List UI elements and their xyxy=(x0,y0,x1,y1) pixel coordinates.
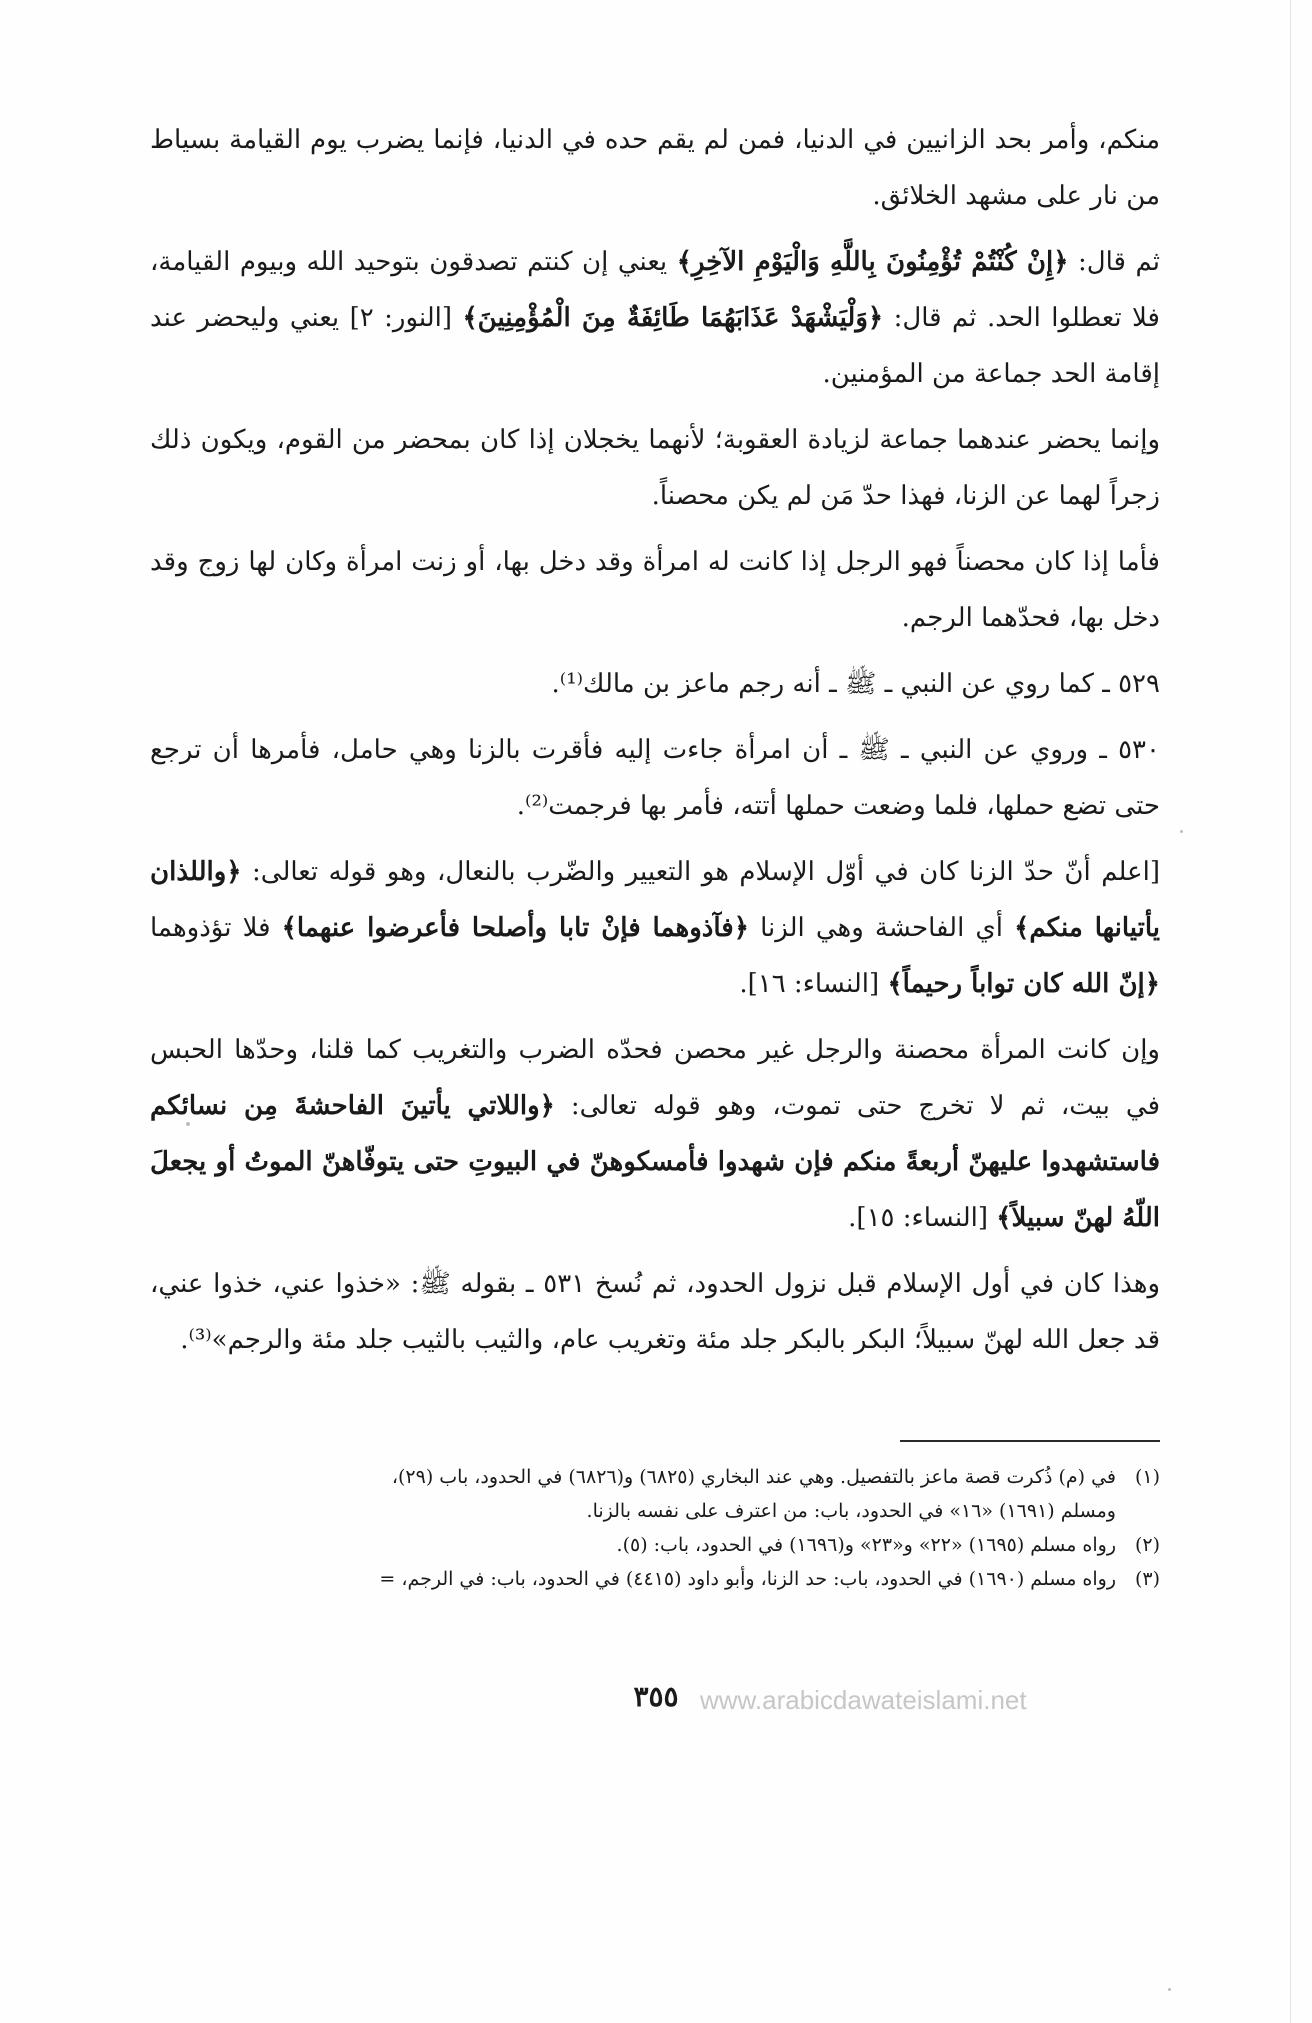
footnote-number: (٢) xyxy=(1134,1534,1160,1556)
paragraph xyxy=(150,722,1160,834)
page-number: ٣٥٥ xyxy=(633,1680,679,1713)
scan-speck xyxy=(1168,1988,1171,1991)
footnote-number: (٣) xyxy=(1134,1568,1160,1590)
scan-speck xyxy=(1180,830,1183,833)
footnote-number: (١) xyxy=(1134,1466,1160,1488)
paragraph xyxy=(150,234,1160,402)
footnote-text: رواه مسلم (١٦٩٥) «٢٢» و«٢٣» و(١٦٩٦) في الحدود، باب: (٥). xyxy=(616,1534,1116,1556)
watermark-url: www.arabicdawateislami.net xyxy=(700,1685,1027,1715)
text-segment: أي الفاحشة وهي الزنا xyxy=(748,913,1015,943)
text-segment: وإنما يحضر عندهما جماعة لزيادة العقوبة؛ لأنهما يخجلان إذا كان بمحضر من القوم، ويكون ذلك زجراً لهما عن الزنا، فهذا حدّ مَن لم يكن محصناً. xyxy=(150,425,1160,511)
footnote-continuation: ومسلم (١٦٩١) «١٦» في الحدود، باب: من اعترف على نفسه بالزنا. xyxy=(586,1500,1116,1522)
text-segment: وإن كانت المرأة محصنة والرجل غير محصن فحدّه الضرب والتغريب كما قلنا، وحدّها الحبس في بيت، ثم لا تخرج حتى تموت، وهو قوله تعالى: xyxy=(150,1035,1160,1121)
quran-verse: ﴿واللذان يأتيانها منكم﴾ xyxy=(150,857,1161,943)
text-segment: ثم قال: xyxy=(1068,247,1161,277)
footnote xyxy=(150,1460,1160,1494)
paragraph xyxy=(150,1256,1160,1368)
text-segment: منكم، وأمر بحد الزانيين في الدنيا، فمن لم يقم حده في الدنيا، فإنما يضرب يوم القيامة بسياط من نار على مشهد الخلائق. xyxy=(150,125,1160,211)
text-segment: [اعلم أنّ حدّ الزنا كان في أوّل الإسلام هو التعيير والضّرب بالنعال، وهو قوله تعالى: xyxy=(241,857,1160,887)
quran-verse: ﴿إنّ الله كان تواباً رحيماً﴾ xyxy=(887,969,1160,999)
quran-verse: ﴿فآذوهما فإنْ تابا وأصلحا فأعرضوا عنهما﴾ xyxy=(281,913,749,943)
paragraph xyxy=(150,112,1160,224)
footnote xyxy=(150,1562,1160,1596)
paragraph xyxy=(150,1022,1160,1246)
text-segment: [النساء: ١٥]. xyxy=(848,1203,997,1233)
footnote-text: في (م) ذُكرت قصة ماعز بالتفصيل. وهي عند البخاري (٦٨٢٥) و(٦٨٢٦) في الحدود، باب (٢٩)، xyxy=(391,1466,1116,1488)
text-segment: وهذا كان في أول الإسلام قبل نزول الحدود، ثم نُسخ ٥٣١ ـ بقوله ﷺ: «خذوا عني، خذوا عني، قد جعل الله لهنّ سبيلاً؛ البكر بالبكر جلد مئة وتغريب عام، والثيب بالثيب جلد مئة والرجم»⁽³⁾. xyxy=(150,1269,1160,1355)
quran-verse: ﴿واللاتي يأتينَ الفاحشةَ مِن نسائكم فاستشهدوا عليهنّ أربعةً منكم فإن شهدوا فأمسكوهنّ في البيوتِ حتى يتوفّاهنّ الموتُ أو يجعلَ اللّهُ لهنّ سبيلاً﴾ xyxy=(150,1091,1160,1233)
text-segment: [النور: ٢] يعني وليحضر عند إقامة الحد جماعة من المؤمنين. xyxy=(150,303,1160,389)
paragraph xyxy=(150,656,1160,712)
quran-verse: ﴿وَلْيَشْهَدْ عَذَابَهُمَا طَائِفَةٌ مِنَ الْمُؤْمِنِينَ﴾ xyxy=(462,303,884,333)
text-segment: فلا تؤذوهما xyxy=(150,913,282,943)
footnote-text: رواه مسلم (١٦٩٠) في الحدود، باب: حد الزنا، وأبو داود (٤٤١٥) في الحدود، باب: في الرجم، = xyxy=(379,1568,1116,1590)
main-text xyxy=(150,112,1160,1378)
footnotes xyxy=(150,1460,1160,1596)
page-edge-line xyxy=(1290,0,1291,2023)
paragraph xyxy=(150,534,1160,646)
text-segment: [النساء: ١٦]. xyxy=(739,969,888,999)
paragraph xyxy=(150,844,1160,1012)
footnote xyxy=(150,1528,1160,1562)
text-segment: يعني إن كنتم تصدقون بتوحيد الله وبيوم القيامة، فلا تعطلوا الحد. ثم قال: xyxy=(150,247,1160,333)
quran-verse: ﴿إِنْ كُنْتُمْ تُؤْمِنُونَ بِاللَّهِ وَالْيَوْمِ الآخِرِ﴾ xyxy=(676,247,1069,277)
text-segment: ٥٣٠ ـ وروي عن النبي ـ ﷺ ـ أن امرأة جاءت إليه فأقرت بالزنا وهي حامل، فأمرها أن ترجع حتى تضع حملها، فلما وضعت حملها أتته، فأمر بها فرجمت⁽²⁾. xyxy=(150,735,1160,821)
footnote-separator xyxy=(900,1440,1160,1442)
text-segment: فأما إذا كان محصناً فهو الرجل إذا كانت له امرأة وقد دخل بها، أو زنت امرأة وكان لها زوج وقد دخل بها، فحدّهما الرجم. xyxy=(150,547,1160,633)
paragraph xyxy=(150,412,1160,524)
text-segment: ٥٢٩ ـ كما روي عن النبي ـ ﷺ ـ أنه رجم ماعز بن مالك⁽¹⁾. xyxy=(551,669,1160,699)
scan-speck xyxy=(186,1122,190,1126)
